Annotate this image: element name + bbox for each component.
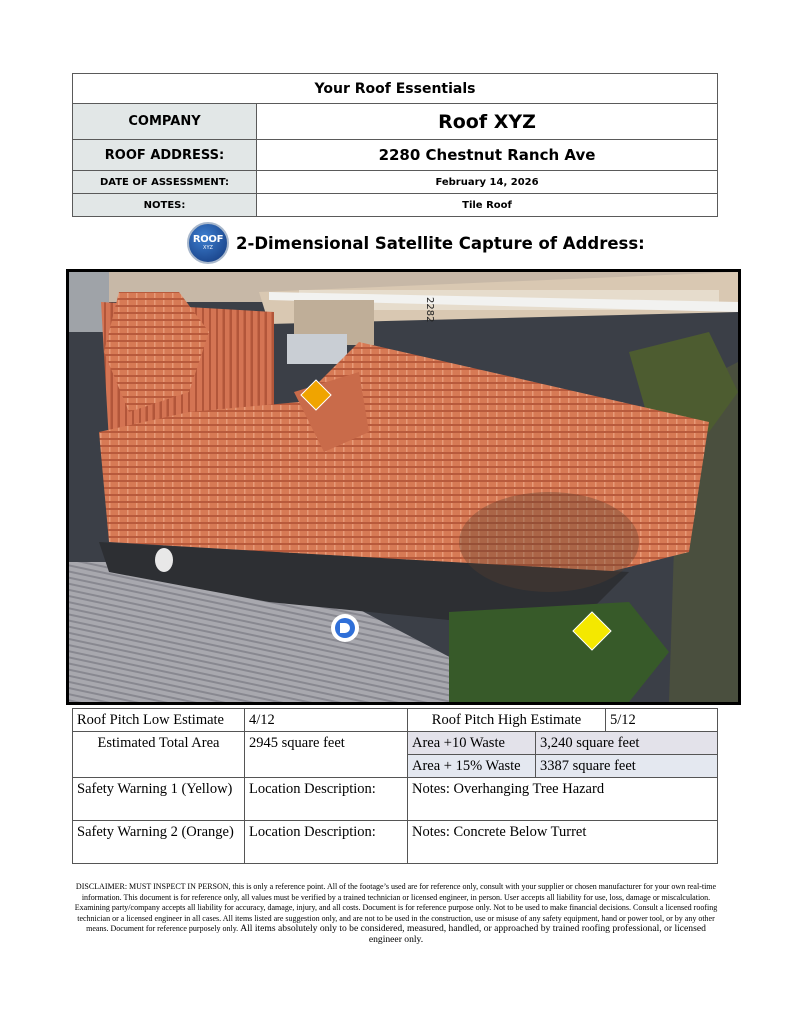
caption-text: 2-Dimensional Satellite Capture of Address: — [236, 233, 645, 253]
logo-sub-text: XYZ — [203, 245, 213, 251]
pitch-high-label: Roof Pitch High Estimate — [408, 709, 606, 732]
waste-10-label: Area +10 Waste — [408, 732, 536, 755]
total-area-value: 2945 square feet — [245, 732, 408, 778]
waste-15-value: 3387 square feet — [536, 755, 718, 778]
notes-value: Tile Roof — [257, 194, 718, 217]
safety-warning-2-location: Location Description: — [245, 821, 408, 864]
satellite-roof-illustration — [69, 272, 738, 702]
roof-xyz-logo — [187, 222, 229, 264]
waste-10-value: 3,240 square feet — [536, 732, 718, 755]
pitch-low-value: 4/12 — [245, 709, 408, 732]
satellite-image — [66, 269, 741, 705]
assessment-date-label: DATE OF ASSESSMENT: — [73, 171, 257, 194]
roof-address-value: 2280 Chestnut Ranch Ave — [257, 140, 718, 171]
company-label: COMPANY — [73, 104, 257, 140]
waste-15-label: Area + 15% Waste — [408, 755, 536, 778]
disclaimer — [74, 882, 718, 946]
notes-label: NOTES: — [73, 194, 257, 217]
roof-address-label: ROOF ADDRESS: — [73, 140, 257, 171]
pitch-low-label: Roof Pitch Low Estimate — [73, 709, 245, 732]
house-number-label: 2282 — [424, 297, 435, 323]
satellite-caption — [187, 222, 645, 264]
total-area-label: Estimated Total Area — [73, 732, 245, 778]
safety-warning-2-notes: Notes: Concrete Below Turret — [408, 821, 718, 864]
disclaimer-text-large: All items absolutely only to be considered, measured, handled, or approached by trained roofing professional, or licensed engineer only. — [240, 923, 706, 945]
company-value: Roof XYZ — [257, 104, 718, 140]
disclaimer-text: DISCLAIMER: MUST INSPECT IN PERSON, this is only a reference point. All of the footage’s used are for reference only, consult with your supplier or chosen manufacturer for your own real-time information. This document is for reference only, all values must be verified by a trained technician or licensed engineer, in person. User accepts all liability for use, loss, damage or miscalculation. Examining party/company accepts all liability for accuracy, damage, injury, and all costs. Document is for reference purpose only. Not to be used to make financial decisions. Consult a licensed roofing technician or a licensed engineer in all cases. All items listed are suggestion only, and are not to be used in the construction, use or misuse of any safety equipment, hand or power tool, or by any other means. Document for reference purposely only. — [74, 882, 718, 934]
assessment-date-value: February 14, 2026 — [257, 171, 718, 194]
roof-essentials-table — [72, 73, 718, 217]
safety-warning-1-label: Safety Warning 1 (Yellow) — [73, 778, 245, 821]
pitch-high-value: 5/12 — [606, 709, 718, 732]
safety-warning-2-label: Safety Warning 2 (Orange) — [73, 821, 245, 864]
safety-warning-1-notes: Notes: Overhanging Tree Hazard — [408, 778, 718, 821]
roof-estimates-table — [72, 708, 718, 864]
safety-warning-1-location: Location Description: — [245, 778, 408, 821]
logo-main-text: ROOF — [192, 234, 224, 245]
report-title: Your Roof Essentials — [73, 74, 718, 104]
